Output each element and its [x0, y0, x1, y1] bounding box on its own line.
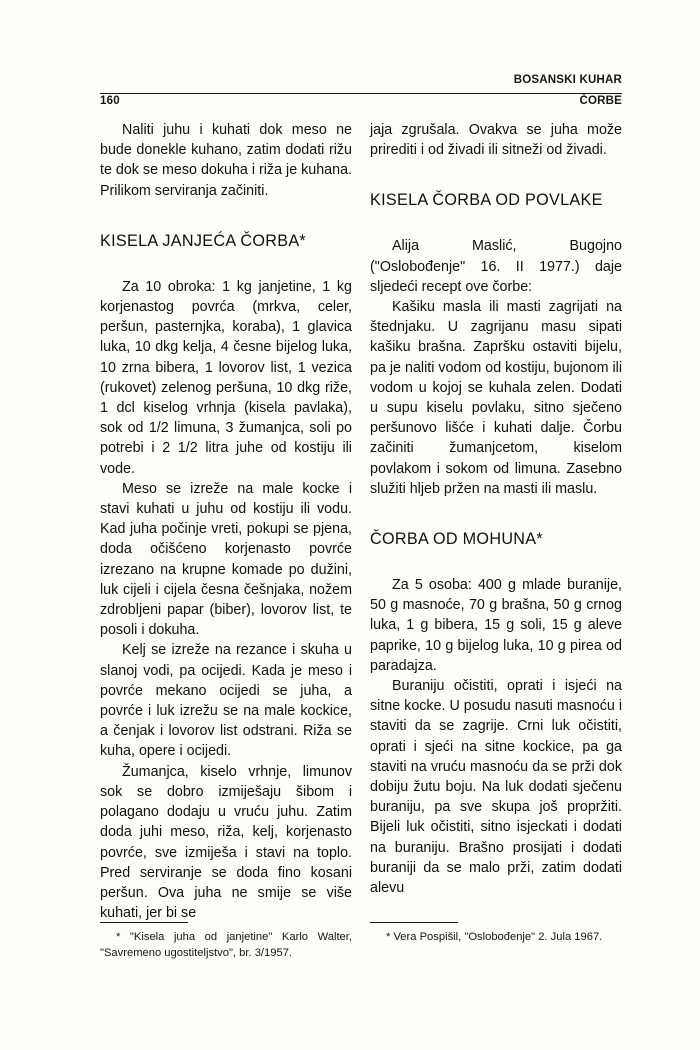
footnote-left — [100, 922, 352, 961]
folio-row — [100, 95, 622, 107]
spacer — [370, 160, 622, 190]
method-paragraph: Meso se izreže na male kocke i stavi kuhati u juhu od kostiju ili vodu. Kad juha počinje vreti, pokupi se pjena, doda očišćeno korjenasto povrće izrezano na krupne komade po dužini, luk cijeli i cijela česna češnjaka, nožem zdrobljeni papar (biber), lovorov list, te posoli i dokuha. — [100, 480, 352, 639]
header-rule — [100, 93, 622, 94]
recipe-title-kisela-corba-od-povlake: KISELA ČORBA OD POVLAKE — [370, 191, 603, 210]
footnote-rule — [100, 922, 188, 923]
page-number: 160 — [100, 95, 120, 107]
running-head-book-title: BOSANSKI KUHAR — [513, 74, 622, 86]
recipe-title-corba-od-mohuna: ČORBA OD MOHUNA* — [370, 530, 543, 549]
right-column — [370, 120, 622, 898]
method-paragraph: Kelj se izreže na rezance i skuha u slanoj vodi, pa ocijedi. Kada je meso i povrće mekano ocijedi se juha, a povrće i luk izrežu se na male kockice, a čenjak i lovorov list odstrani. Riža se kuha, opere i ocijedi. — [100, 642, 352, 760]
footnote-text: * "Kisela juha od janjetine" Karlo Walter, "Savremeno ugostiteljstvo", br. 3/1957. — [100, 931, 352, 959]
ingredients-paragraph: Za 5 osoba: 400 g mlade buranije, 50 g masnoće, 70 g brašna, 50 g crnog luka, 1 g bibera, 15 g soli, 15 g aleve paprike, 10 g bijelog luka, 10 g pirea od paradajza. — [370, 577, 622, 674]
spacer — [370, 210, 622, 236]
method-paragraph: Kašiku masla ili masti zagrijati na štednjaku. U zagrijanu masu sipati kašiku brašna. Zapršku ostaviti bijelu, pa je naliti vodom od kostiju, bujonom ili vodom u kojoj se kuhala zelen. Dodati u supu kiselu povlaku, sitno sječeno peršunovo lišće i kuhati dalje. Čorbu začiniti žumanjcetom, kiselom povlakom i sokom od limuna. Zasebno služiti hljeb pržen na masti ili maslu. — [370, 299, 622, 497]
continued-paragraph: jaja zgrušala. Ovakva se juha može prirediti i od živadi ili sitneži od živadi. — [370, 122, 622, 159]
footnote-rule — [370, 922, 458, 923]
ingredients-paragraph: Za 10 obroka: 1 kg janjetine, 1 kg korjenastog povrća (mrkva, celer, peršun, pasternjka, koraba), 1 glavica luka, 10 dkg kelja, 4 česne bijelog luka, 10 zrna bibera, 1 lovorov list, 1 vezica (rukovet) zelenog peršuna, 10 dkg riže, 1 dcl kiselog vrhnja (kisela pavlaka), sok od 1/2 limuna, 3 žumanjca, soli po potrebi i 2 1/2 litra juhe od kostiju ili vode. — [100, 278, 352, 477]
method-paragraph: Buraniju očistiti, oprati i isjeći na sitne kocke. U posudu nasuti masnoću i staviti da se zagrije. Crni luk očistiti, oprati i sjeći na sitne kockice, pa ga staviti na vruću masnoću da se prži dok dobiju žutu boju. Na luk dodati sječenu buraniju, pa sve skupa još propržiti. Bijeli luk očistiti, sitno isjeckati i dodati na buraniju. Brašno prosijati i dodati buraniji da se malo prži, zatim dodati alevu — [370, 678, 622, 897]
spacer — [100, 201, 352, 231]
attribution-paragraph: Alija Maslić, Bugojno ("Oslobođenje" 16. II 1977.) daje sljedeći recept ove čorbe: — [370, 238, 622, 295]
spacer — [370, 499, 622, 529]
footnote-text: * Vera Pospišil, "Oslobođenje" 2. Jula 1967. — [386, 931, 603, 944]
spacer — [370, 549, 622, 575]
method-paragraph: Žumanjca, kiselo vrhnje, limunov sok se dobro izmiješaju šibom i polagano dodaju u vruću juhu. Zatim doda juhi meso, riža, kelj, korjenasto povrće, sve izmiješa i stavi na toplo. Pred serviranje se doda fino kosani peršun. Ova juha ne smije se više kuhati, jer bi se — [100, 763, 352, 922]
continued-paragraph: Naliti juhu i kuhati dok meso ne bude donekle kuhano, zatim dodati rižu te dok se meso dokuha i riža je kuhana. Prilikom serviranja začiniti. — [100, 122, 352, 199]
left-column — [100, 120, 352, 923]
spacer — [100, 251, 352, 277]
recipe-title-kisela-janjeca-corba: KISELA JANJEĆA ČORBA* — [100, 231, 307, 250]
footnote-right — [370, 922, 622, 946]
running-head-section: ČORBE — [579, 95, 622, 107]
